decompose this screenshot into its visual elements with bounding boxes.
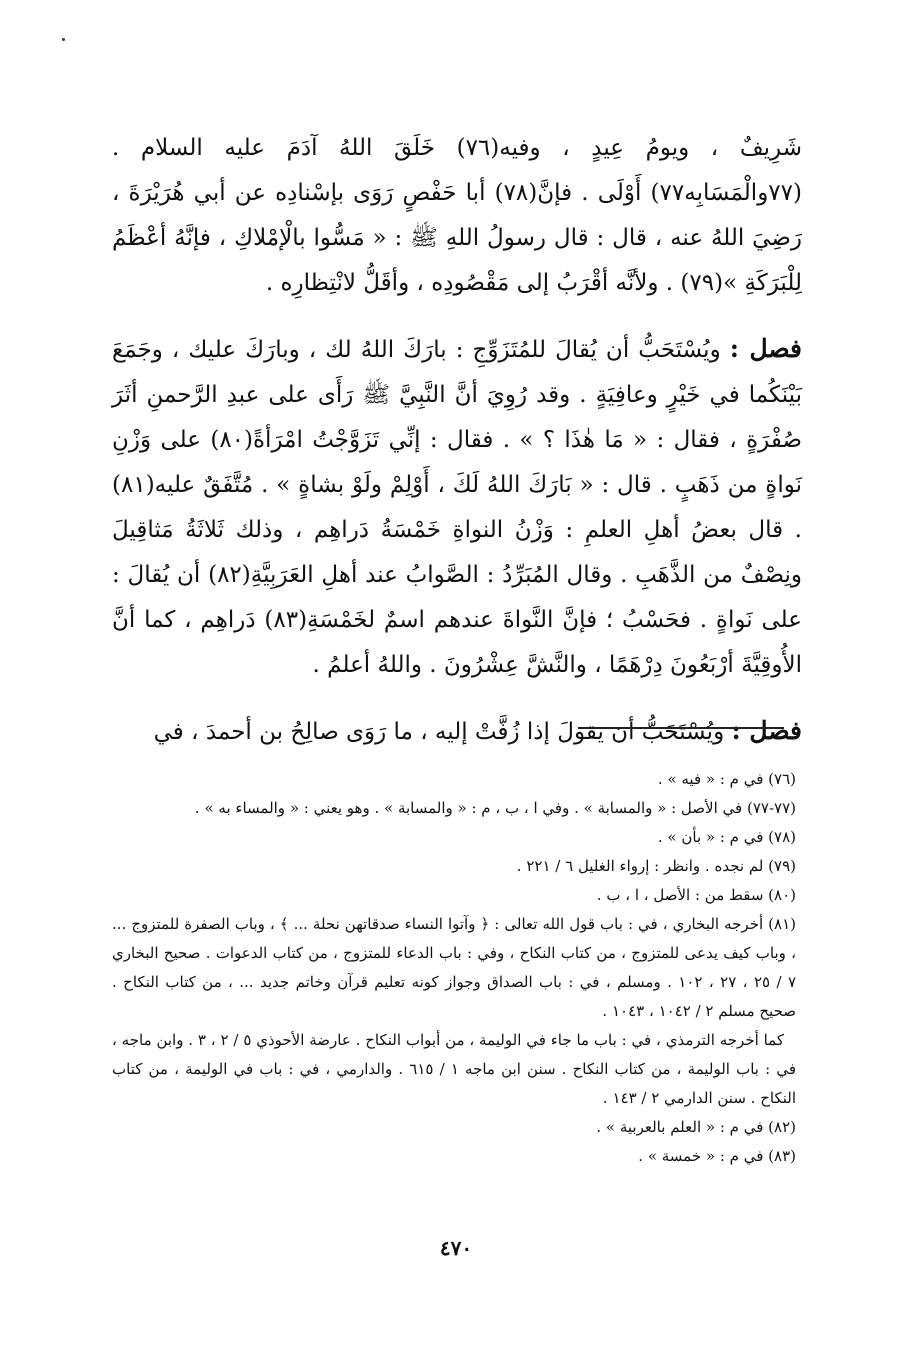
footnote: (٧٦) في م : « فيه » .	[657, 770, 796, 788]
paragraph-1-text: شَرِيفٌ ، ويومُ عِيدٍ ، وفيه(٧٦) خَلَقَ اللهُ آدَمَ عليه السلام . (٧٧والْمَسَابِه٧٧) أَوْلَى . فإنَّ(٧٨) أبا حَفْصٍ رَوَى بإسْنادِه عن أبي هُرَيْرَةَ ، رَضِيَ اللهُ عنه ، قال : قال رسولُ اللهِ ﷺ : « مَسُّوا بالْإمْلاكِ ، فإنَّهُ أعْظَمُ لِلْبَرَكَةِ »(٧٩) . ولأنَّه أقْرَبُ إلى مَقْصُودِه ، وأقَلُّ لانْتِظارِه .	[112, 135, 802, 296]
scan-speck	[62, 38, 65, 41]
section-heading-fasl: فصل :	[731, 716, 802, 745]
footnote: (٧٨) في م : « بأن » .	[657, 828, 796, 846]
paragraph-2	[112, 326, 802, 688]
paragraph-1	[112, 126, 802, 306]
footnote: (٨١) أخرجه البخاري ، في : باب قول الله تعالى : ﴿ وآتوا النساء صدقاتهن نحلة ... ﴾ ، وباب الصفرة للمتزوج ... ، وباب كيف يدعى للمتزوج ، من كتاب النكاح ، وفي : باب الدعاء للمتزوج ، من كتاب الدعوات . صحيح البخاري ٧ / ٢٥ ، ٢٧ ، ١٠٢ . ومسلم ، في : باب الصداق وجواز كونه تعليم قرآن وخاتم جديد ... ، من كتاب النكاح . صحيح مسلم ٢ / ١٠٤٢ ، ١٠٤٣ .	[112, 915, 796, 1020]
footnote: (٧٧-٧٧) في الأصل : « والمسابة » . وفي ا ، ب ، م : « والمسابة » . وهو يعني : « والمساء به » .	[194, 799, 796, 817]
paragraph-3-text: ويُسْتَحَبُّ أن يقولَ إذا زُفَّتْ إليه ، ما رَوَى صالِحُ بن أحمدَ ، في	[153, 719, 725, 745]
paragraph-3	[112, 708, 802, 755]
main-text	[112, 126, 802, 755]
footnote-continuation: كما أخرجه الترمذي ، في : باب ما جاء في الوليمة ، من أبواب النكاح . عارضة الأحوذي ٥ / ٢ ، ٣ . وابن ماجه ، في : باب الوليمة ، من كتاب النكاح . سنن ابن ماجه ١ / ٦١٥ . والدارمي ، في : باب في الوليمة ، من كتاب النكاح . سنن الدارمي ٢ / ١٤٣ .	[112, 1031, 797, 1107]
footnote: (٨٣) في م : « خمسة » .	[638, 1147, 796, 1165]
footnote: (٨٠) سقط من : الأصل ، ا ، ب .	[596, 886, 796, 904]
footnote: (٧٩) لم نجده . وانظر : إرواء الغليل ٦ / ٢٢١ .	[516, 857, 796, 875]
footnotes	[112, 765, 796, 1171]
paragraph-2-text: ويُسْتَحَبُّ أن يُقالَ للمُتَزَوِّجِ : بارَكَ اللهُ لك ، وبارَكَ عليك ، وجَمَعَ بَيْنَكُما في خَيْرٍ وعافِيَةٍ . وقد رُوِيَ أنَّ النَّبِيَّ ﷺ رَأَى على عبدِ الرَّحمنِ أثَرَ صُفْرَةٍ ، فقال : « مَا هٰذَا ؟ » . فقال : إنِّي تَزَوَّجْتُ امْرَأةً(٨٠) على وَزْنِ نَواةٍ من ذَهَبٍ . قال : « بَارَكَ اللهُ لَكَ ، أَوْلِمْ ولَوْ بشاةٍ » . مُتَّفَقٌ عليه(٨١) . قال بعضُ أهلِ العلمِ : وَزْنُ النواةِ خَمْسَةُ دَراهِم ، وذلك ثَلاثَةُ مَثاقِيلَ ونِصْفٌ من الذَّهَبِ . وقال المُبَرِّدُ : الصَّوابُ عند أهلِ العَرَبِيَّةِ(٨٢) أن يُقالَ : على نَواةٍ . فحَسْبُ ؛ فإنَّ النَّواةَ عندهم اسمٌ لخَمْسَةِ(٨٣) دَراهِم ، كما أنَّ الأُوقِيَّةَ أرْبَعُونَ دِرْهَمًا ، والنَّشَّ عِشْرُونَ . واللهُ أعلمُ .	[112, 337, 802, 678]
section-heading-fasl: فصل :	[729, 334, 803, 363]
page-number: ٤٧٠	[439, 1236, 473, 1260]
footnote: (٨٢) في م : « العلم بالعربية » .	[596, 1118, 796, 1136]
footnote-separator	[578, 727, 784, 729]
